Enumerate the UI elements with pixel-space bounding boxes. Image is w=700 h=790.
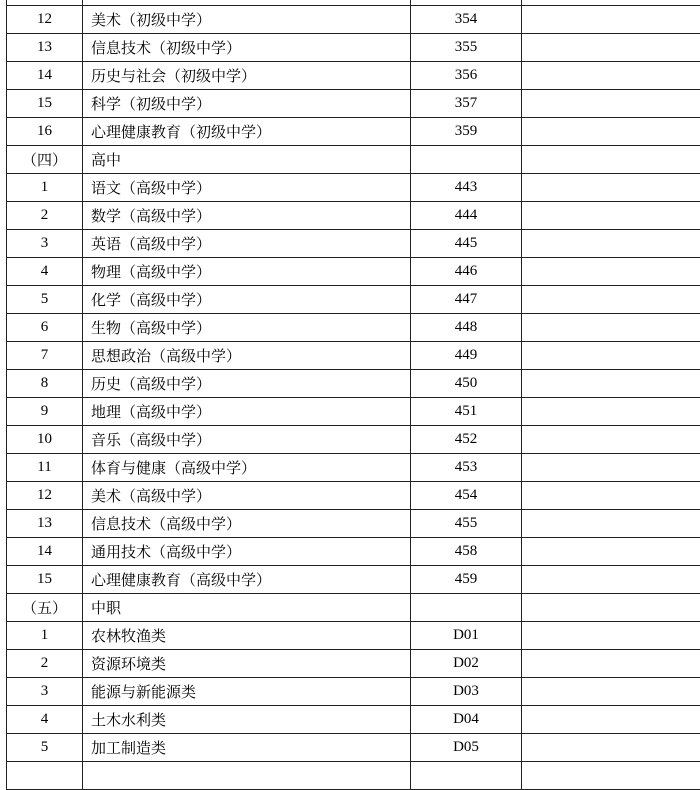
subject-code [411,146,522,174]
remark-cell [522,482,700,510]
subject-name: 高中 [83,146,411,174]
subject-code: 359 [411,118,522,146]
row-number: 8 [7,370,83,398]
row-number: 1 [7,174,83,202]
table-row [7,426,700,454]
remark-cell [522,286,700,314]
row-number: 4 [7,706,83,734]
remark-cell [522,230,700,258]
row-number: （五） [7,594,83,622]
subject-name: 音乐（高级中学） [83,426,411,454]
subject-code: 444 [411,202,522,230]
subject-code: 459 [411,566,522,594]
subject-name: 生物（高级中学） [83,314,411,342]
remark-cell [522,762,700,790]
subject-name: 思想政治（高级中学） [83,342,411,370]
subject-code: D03 [411,678,522,706]
subject-name: 能源与新能源类 [83,678,411,706]
row-number: 14 [7,62,83,90]
table-row [7,762,700,790]
subject-name: 土木水利类 [83,706,411,734]
subject-name: 英语（高级中学） [83,230,411,258]
remark-cell [522,426,700,454]
remark-cell [522,454,700,482]
subject-code: 458 [411,538,522,566]
subject-code: D02 [411,650,522,678]
remark-cell [522,538,700,566]
table-body [7,0,700,790]
row-number: 15 [7,566,83,594]
table-row [7,342,700,370]
subject-code: 451 [411,398,522,426]
remark-cell [522,622,700,650]
subject-name: 历史（高级中学） [83,370,411,398]
subject-name: 地理（高级中学） [83,398,411,426]
subject-code [411,762,522,790]
subject-code: 449 [411,342,522,370]
subject-code: D05 [411,734,522,762]
row-number: 7 [7,342,83,370]
table-row [7,482,700,510]
row-number: 5 [7,734,83,762]
remark-cell [522,118,700,146]
subject-name: 信息技术（初级中学） [83,34,411,62]
subject-name: 美术（初级中学） [83,6,411,34]
table-row [7,286,700,314]
table-row [7,454,700,482]
subject-name: 信息技术（高级中学） [83,510,411,538]
table-row [7,734,700,762]
row-number: （四） [7,146,83,174]
subject-code: 455 [411,510,522,538]
table-row [7,90,700,118]
section-row [7,594,700,622]
row-number: 12 [7,482,83,510]
subject-code: 448 [411,314,522,342]
subject-name: 美术（高级中学） [83,482,411,510]
remark-cell [522,398,700,426]
subject-name: 心理健康教育（初级中学） [83,118,411,146]
subject-name: 语文（高级中学） [83,174,411,202]
subject-code: 447 [411,286,522,314]
subject-name: 科学（初级中学） [83,90,411,118]
row-number: 15 [7,90,83,118]
subject-name: 物理（高级中学） [83,258,411,286]
row-number: 2 [7,202,83,230]
remark-cell [522,706,700,734]
row-number: 4 [7,258,83,286]
remark-cell [522,146,700,174]
row-number: 10 [7,426,83,454]
row-number: 6 [7,314,83,342]
subject-name: 通用技术（高级中学） [83,538,411,566]
remark-cell [522,650,700,678]
subject-code: 445 [411,230,522,258]
subject-code: 450 [411,370,522,398]
table-row [7,538,700,566]
table-row [7,622,700,650]
row-number: 14 [7,538,83,566]
remark-cell [522,370,700,398]
table-row [7,706,700,734]
subject-code: 356 [411,62,522,90]
subject-name: 数学（高级中学） [83,202,411,230]
table-row [7,230,700,258]
remark-cell [522,174,700,202]
remark-cell [522,258,700,286]
remark-cell [522,90,700,118]
remark-cell [522,62,700,90]
remark-cell [522,566,700,594]
remark-cell [522,510,700,538]
table-row [7,34,700,62]
subject-name: 化学（高级中学） [83,286,411,314]
subject-code: D01 [411,622,522,650]
table-row [7,370,700,398]
subject-code-table [6,0,700,790]
subject-name: 历史与社会（初级中学） [83,62,411,90]
table-row [7,62,700,90]
remark-cell [522,6,700,34]
subject-code: 354 [411,6,522,34]
table-row [7,398,700,426]
remark-cell [522,594,700,622]
table-row [7,566,700,594]
table-row [7,258,700,286]
row-number: 13 [7,510,83,538]
table-row [7,314,700,342]
subject-code: D04 [411,706,522,734]
subject-code: 443 [411,174,522,202]
row-number: 3 [7,678,83,706]
subject-name: 体育与健康（高级中学） [83,454,411,482]
subject-code: 453 [411,454,522,482]
table-row [7,6,700,34]
subject-name: 农林牧渔类 [83,622,411,650]
row-number: 16 [7,118,83,146]
remark-cell [522,202,700,230]
row-number: 9 [7,398,83,426]
table-row [7,650,700,678]
remark-cell [522,342,700,370]
row-number: 1 [7,622,83,650]
row-number: 3 [7,230,83,258]
subject-name: 加工制造类 [83,734,411,762]
table-row [7,678,700,706]
table-row [7,118,700,146]
subject-name: 心理健康教育（高级中学） [83,566,411,594]
row-number: 13 [7,34,83,62]
table-row [7,174,700,202]
section-row [7,146,700,174]
subject-code: 355 [411,34,522,62]
subject-code [411,594,522,622]
remark-cell [522,734,700,762]
table-row [7,202,700,230]
table-row [7,510,700,538]
subject-name: 资源环境类 [83,650,411,678]
row-number: 2 [7,650,83,678]
subject-code: 452 [411,426,522,454]
row-number: 5 [7,286,83,314]
row-number: 11 [7,454,83,482]
subject-code: 454 [411,482,522,510]
remark-cell [522,678,700,706]
row-number [7,762,83,790]
row-number: 12 [7,6,83,34]
remark-cell [522,314,700,342]
subject-name [83,762,411,790]
remark-cell [522,34,700,62]
subject-code: 446 [411,258,522,286]
subject-code: 357 [411,90,522,118]
subject-name: 中职 [83,594,411,622]
